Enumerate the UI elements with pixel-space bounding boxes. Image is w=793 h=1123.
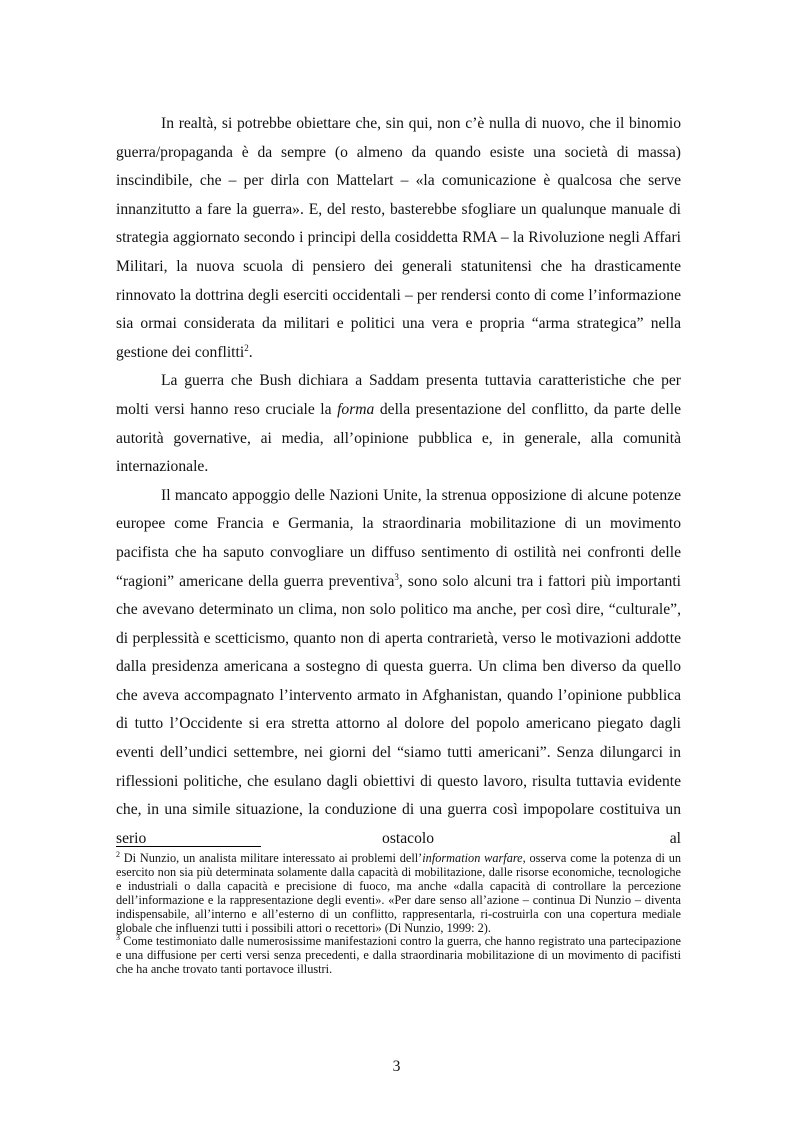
- paragraph-1: In realtà, si potrebbe obiettare che, sin qui, non c’è nulla di nuovo, che il binomio guerra/propaganda è da sempre (o almeno da quando esiste una società di massa) inscindibile, che – per dirla con Mattelart – «la comunicazione è qualcosa che serve innanzitutto a fare la guerra». E, del resto, basterebbe sfogliare un qualunque manuale di strategia aggiornato secondo i principi della cosiddetta RMA – la Rivoluzione negli Affari Militari, la nuova scuola di pensiero dei generali statunitensi che ha drasticamente rinnovato la dottrina degli eserciti occidentali – per rendersi conto di come l’informazione sia ormai considerata da militari e politici una vera e propria “arma strategica” nella gestione dei conflitti$^2$.: [116, 115, 681, 361]
- footnote-3: $^3$ Come testimoniato dalle numerosissime manifestazioni contro la guerra, che hanno registrato una partecipazione e una diffusione per certi versi senza precedenti, e dalla straordinaria mobilitazione di un movimento di pacifisti che ha anche trovato tanti portavoce illustri.: [116, 933, 681, 977]
- footnote-separator: [116, 846, 261, 847]
- footnote-ref-3[interactable]: 3: [394, 571, 399, 582]
- footnote-ref-2[interactable]: 2: [244, 342, 249, 353]
- footnote-2: $^2$ Di Nunzio, un analista militare interessato ai problemi dell’information warfare, osserva come la potenza di un esercito non sia più determinata solamente dalla capacità di mobilitazione, dalle risorse economiche, tecnologiche e industriali o dalla capacità e precisione di fuoco, ma anche «dalla capacità di controllare la percezione dell’informazione e la rappresentazione degli eventi». «Per dare senso all’azione – continua Di Nunzio – diventa indispensabile, all’interno e all’esterno di un conflitto, rappresentarla, ri-costruirla con una copertura mediale globale che influenzi tutti i possibili attori o recettori» (Di Nunzio, 1999: 2).: [116, 849, 681, 935]
- page-number: 3: [392, 1058, 401, 1075]
- paragraph-2: La guerra che Bush dichiara a Saddam presenta tuttavia caratteristiche che per molti versi hanno reso cruciale la forma della presentazione del conflitto, da parte delle autorità governative, ai media, all’opinione pubblica e, in generale, alla comunità internazionale.: [116, 372, 681, 476]
- emphasis-forma: forma: [337, 400, 375, 418]
- paragraph-3: Il mancato appoggio delle Nazioni Unite, la strenua opposizione di alcune potenze europee come Francia e Germania, la straordinaria mobilitazione di un movimento pacifista che ha saputo convogliare un diffuso sentimento di ostilità nei confronti delle “ragioni” americane della guerra preventiva$^3$, sono solo alcuni tra i fattori più importanti che avevano determinato un clima, non solo politico ma anche, per così dire, “culturale”, di perplessità e scetticismo, quanto non di aperta contrarietà, verso le motivazioni addotte dalla presidenza americana a sostegno di questa guerra. Un clima ben diverso da quello che aveva accompagnato l’intervento armato in Afghanistan, quando l’opinione pubblica di tutto l’Occidente si era stretta attorno al dolore del popolo americano piegato dagli eventi dell’undici settembre, nei giorni del “siamo tutti americani”. Senza dilungarci in riflessioni politiche, che esulano dagli obiettivi di questo lavoro, risulta tuttavia evidente che, in una simile situazione, la conduzione di una guerra così impopolare costituiva un serio ostacolo al: [116, 486, 681, 847]
- body-text: [116, 110, 681, 853]
- footnotes: [116, 849, 681, 977]
